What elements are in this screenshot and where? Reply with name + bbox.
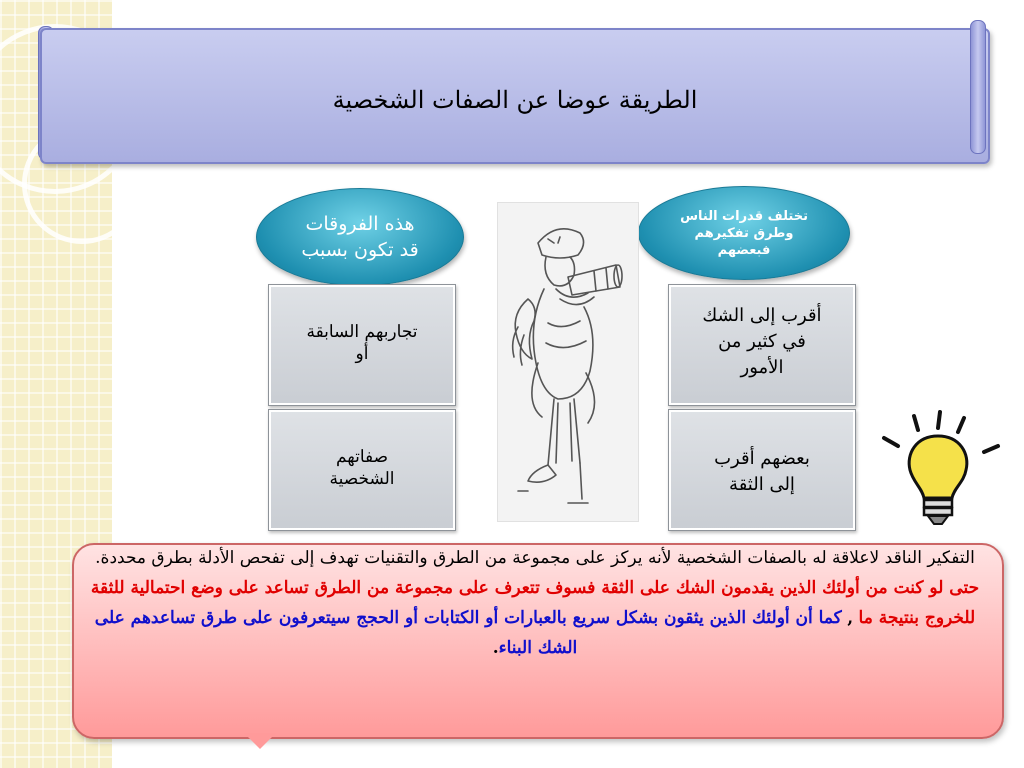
callout-comma: , bbox=[847, 608, 854, 628]
right-box2-line2: إلى الثقة bbox=[729, 474, 795, 495]
right-box1-line1: أقرب إلى الشك bbox=[702, 305, 822, 326]
callout-red-text: حتى لو كنت من أولئك الذين يقدمون الشك على الثقة فسوف تتعرف على مجموعة من الطرق تساعد على وضع احتمالية للثقة للخروج بنتيجة ما bbox=[90, 578, 980, 628]
banner-right-roll bbox=[970, 20, 986, 154]
right-box-doubt bbox=[668, 284, 856, 406]
slide-title: الطريقة عوضا عن الصفات الشخصية bbox=[332, 86, 698, 114]
callout-plain-text: التفكير الناقد لاعلاقة له بالصفات الشخصية لأنه يركز على مجموعة من الطرق والتقنيات تهدف إلى تفحص الأدلة بطرق محددة. bbox=[95, 548, 975, 568]
callout-pointer bbox=[244, 733, 276, 749]
left-box2-line2: الشخصية bbox=[329, 469, 395, 489]
callout-blue-text: كما أن أولئك الذين يثقون بشكل سريع بالعبارات أو الكتابات أو الحجج سيتعرفون على طرق تساعدهم على الشك البناء bbox=[94, 608, 842, 658]
right-oval-header bbox=[638, 186, 850, 280]
pirate-with-telescope-icon bbox=[497, 202, 639, 522]
summary-callout bbox=[72, 543, 1004, 739]
left-oval-line1: هذه الفروقات bbox=[305, 213, 415, 235]
left-box2-line1: صفاتهم bbox=[335, 447, 389, 467]
right-oval-line2: وطرق تفكيرهم bbox=[694, 225, 794, 241]
left-box1-line1: تجاربهم السابقة bbox=[306, 322, 418, 342]
callout-period: . bbox=[492, 638, 499, 658]
left-box1-line2: أو bbox=[355, 344, 369, 364]
title-banner bbox=[40, 28, 990, 164]
right-box1-line3: الأمور bbox=[740, 357, 784, 378]
callout-text bbox=[82, 543, 988, 663]
left-oval-header bbox=[256, 188, 464, 286]
right-box2-line1: بعضهم أقرب bbox=[714, 448, 810, 469]
right-box1-line2: في كثير من bbox=[718, 331, 806, 352]
left-box-traits bbox=[268, 409, 456, 531]
lightbulb-icon bbox=[876, 410, 1008, 530]
left-box-experiences bbox=[268, 284, 456, 406]
right-box-trust bbox=[668, 409, 856, 531]
right-oval-line1: تختلف قدرات الناس bbox=[680, 208, 808, 224]
right-oval-line3: فبعضهم bbox=[717, 242, 771, 258]
left-oval-line2: قد تكون بسبب bbox=[301, 239, 419, 261]
